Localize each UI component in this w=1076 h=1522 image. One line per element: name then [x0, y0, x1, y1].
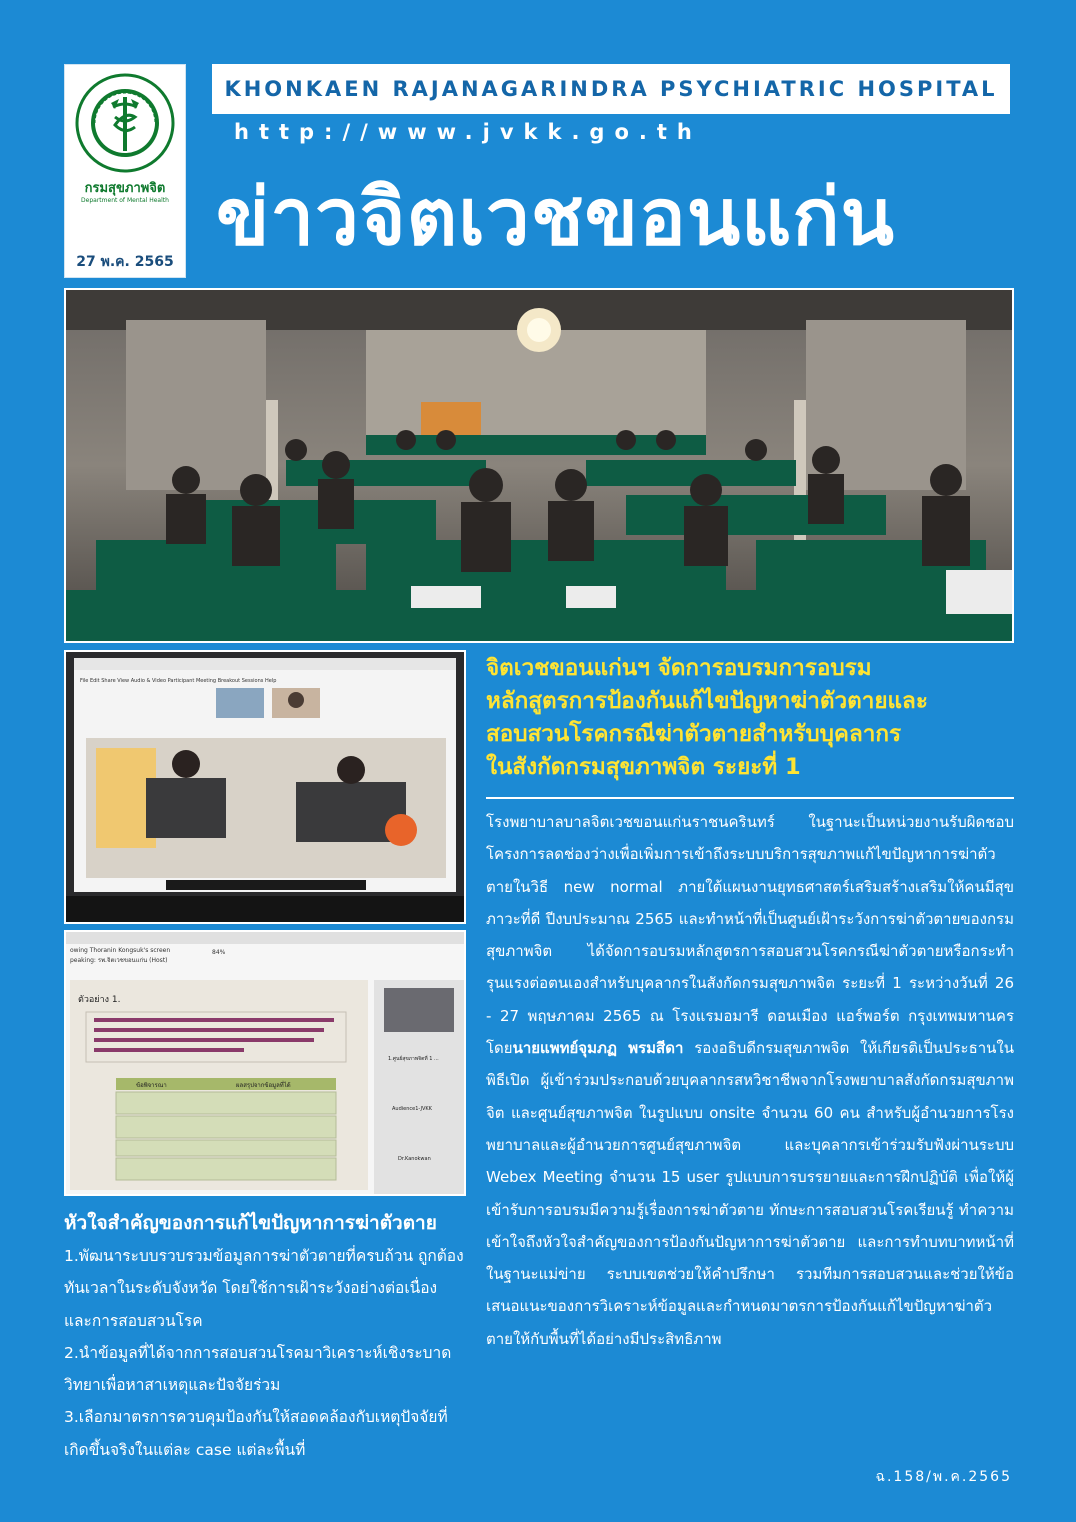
- headline-line: ในสังกัดกรมสุขภาพจิต ระยะที่ 1: [486, 754, 801, 780]
- body-text-part-1: โรงพยาบาลบาลจิตเวชขอนแก่นราชนครินทร์ ในฐานะเป็นหน่วยงานรับผิดชอบโครงการลดช่องว่างเพื่อเพิ่มการเข้าถึงระบบบริการสุขภาพแก้ไขปัญหาการฆ่าตัวตายในวิธี new normal ภายใต้แผนงานยุทธศาสตร์เสริมสร้างเสริมให้คนมีสุขภาวะที่ดี ปีงบประมาณ 2565 และทำหน้าที่เป็นศูนย์เฝ้าระวังการฆ่าตัวตายของกรมสุขภาพจิต ได้จัดการอบรมหลักสูตรการสอบสวนโรคกรณีฆ่าตัวตายหรือกระทำรุนแรงต่อตนเองสำหรับบุคลากรในสังกัดกรมสุขภาพจิต ระยะที่ 1 ระหว่างวันที่ 26 - 27 พฤษภาคม 2565 ณ โรงแรมอมารี ดอนเมือง แอร์พอร์ต กรุงเทพมหานคร โดย: [486, 813, 1014, 1058]
- headline-line: หลักสูตรการป้องกันแก้ไขปัญหาฆ่าตัวตายและ: [486, 688, 928, 714]
- headline-line: สอบสวนโรคกรณีฆ่าตัวตายสำหรับบุคลากร: [486, 721, 902, 747]
- issue-date: 27 พ.ค. 2565: [76, 254, 174, 270]
- speaking-caption: peaking: รพ.จิตเวชขอนแก่น (Host): [70, 957, 168, 964]
- participant-2: Audience1-JVKK: [392, 1106, 432, 1112]
- participant-3: Dr.Kanokwan: [398, 1156, 431, 1162]
- slide-zoom-label: 84%: [212, 949, 226, 956]
- participant-1: 1.ศูนย์สุขภาพจิตที่ 1 ...: [388, 1056, 439, 1062]
- issue-number: ฉ.158/พ.ค.2565: [875, 1469, 1012, 1485]
- chairperson-name: นายแพทย์จุมภฏ พรมสีดา: [512, 1039, 684, 1058]
- headline-line: จิตเวชขอนแก่นฯ จัดการอบรมการอบรม: [486, 655, 872, 681]
- key-point-item: 1.พัฒนาระบบรวบรวมข้อมูลการฆ่าตัวตายที่ครบถ้วน ถูกต้อง ทันเวลาในระดับจังหวัด โดยใช้การเฝ้าระวังอย่างต่อเนื่อง และการสอบสวนโรค: [64, 1247, 464, 1330]
- masthead-title: ข่าวจิตเวชขอนแก่น: [216, 173, 895, 263]
- headline-divider: [486, 797, 1014, 799]
- screen-share-caption: owing Thoranin Kongsuk's screen: [70, 947, 171, 954]
- key-points-title: หัวใจสำคัญของการแก้ไขปัญหาการฆ่าตัวตาย: [64, 1212, 437, 1234]
- webex-menu-bar: File Edit Share View Audio & Video Participant Meeting Breakout Sessions Help: [80, 678, 277, 684]
- video-call-photo: [64, 650, 466, 924]
- hospital-name-banner: [212, 64, 1010, 114]
- slide-table-header-2: ผลสรุปจากข้อมูลที่ได้: [236, 1082, 291, 1089]
- training-room-photo: [64, 288, 1014, 643]
- logo-panel: [64, 64, 186, 278]
- key-point-item: 2.นำข้อมูลที่ได้จากการสอบสวนโรคมาวิเคราะห์เชิงระบาดวิทยาเพื่อหาสาเหตุและปัจจัยร่วม: [64, 1343, 452, 1395]
- article-body: [486, 806, 1014, 1355]
- key-points-list: [64, 1240, 468, 1466]
- article-headline: [486, 652, 1014, 784]
- body-text-part-2: รองอธิบดีกรมสุขภาพจิต ให้เกียรติเป็นประธานในพิธีเปิด ผู้เข้าร่วมประกอบด้วยบุคลากรสหวิชาชีพจากโรงพยาบาลสังกัดกรมสุขภาพจิต และศูนย์สุขภาพจิต ในรูปแบบ onsite จำนวน 60 คน สำหรับผู้อำนวยการโรงพยาบาลและผู้อำนวยการศูนย์สุขภาพจิต และบุคลากรเข้าร่วมรับฟังผ่านระบบ Webex Meeting จำนวน 15 user รูปแบบการบรรยายและการฝึกปฏิบัติ เพื่อให้ผู้เข้ารับการอบรมมีความรู้เรื่องการฆ่าตัวตาย ทักษะการสอบสวนโรคเรียนรู้ ทำความเข้าใจถึงหัวใจสำคัญของการป้องกันปัญหาการฆ่าตัวตาย และการทำบทบาทหน้าที่ในฐานะแม่ข่าย ระบบเขตช่วยให้คำปรึกษา รวมทีมการสอบสวนและช่วยให้ข้อเสนอแนะของการวิเคราะห์ข้อมูลและกำหนดมาตรการป้องกันแก้ไขปัญหาฆ่าตัวตายให้กับพื้นที่ได้อย่างมีประสิทธิภาพ: [486, 1039, 1014, 1348]
- key-point-item: 3.เลือกมาตรการควบคุมป้องกันให้สอดคล้องกับเหตุปัจจัยที่เกิดขึ้นจริงในแต่ละ case แต่ละพื้นที่: [64, 1408, 448, 1459]
- ministry-seal-logo: [75, 73, 175, 173]
- slide-table-header-1: ข้อพิจารณา: [136, 1082, 167, 1089]
- hospital-name: KHONKAEN RAJANAGARINDRA PSYCHIATRIC HOSPITAL: [224, 77, 998, 101]
- department-name-thai: กรมสุขภาพจิต: [84, 181, 166, 196]
- slide-example-title: ตัวอย่าง 1.: [78, 995, 121, 1005]
- website-url[interactable]: http://www.jvkk.go.th: [234, 120, 702, 144]
- department-name-english: Department of Mental Health: [81, 197, 169, 204]
- screen-share-photo: [64, 930, 466, 1196]
